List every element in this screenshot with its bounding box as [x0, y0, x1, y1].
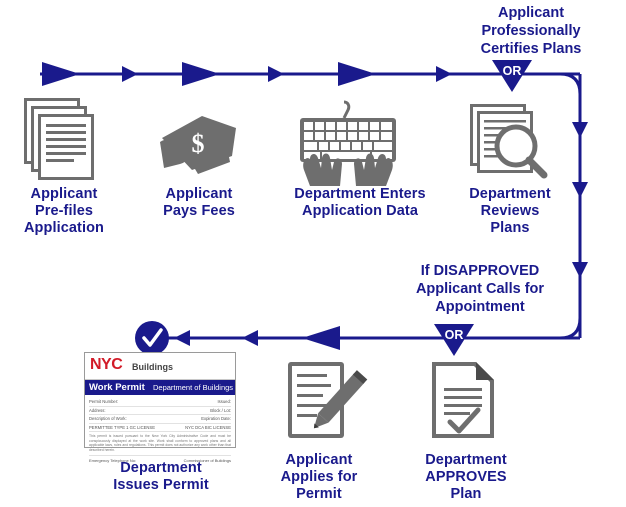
buildings-text: Buildings — [132, 362, 173, 372]
permit-signature-row: Emergency Telephone No: Commissioner of Buildings — [89, 455, 231, 464]
permit-card-header — [85, 353, 235, 380]
chevron-2 — [268, 66, 284, 82]
permit-card-title-bar — [85, 380, 235, 395]
note-certifies-plans: Applicant Professionally Certifies Plans — [480, 5, 582, 57]
permit-row: Description of Work: Expiration Date: — [89, 415, 231, 424]
or-badge-bottom: OR — [444, 328, 464, 342]
permit-card-subtitle: Department of Buildings — [153, 383, 234, 392]
chevron-down-1 — [572, 122, 588, 138]
chevron-5 — [174, 330, 190, 346]
arrow-head-2 — [182, 62, 220, 86]
permit-row: Address: Block / Lot: — [89, 407, 231, 416]
step-label-department-reviews-plans: Department Reviews Plans — [469, 186, 551, 236]
documents-stack-icon — [24, 98, 94, 180]
step-label-applicant-prefiles: Applicant Pre-files Application — [23, 186, 105, 236]
plans-magnifier-icon — [470, 104, 544, 175]
chevron-down-2 — [572, 182, 588, 198]
arrow-head-3 — [338, 62, 376, 86]
note-disapproved: If DISAPPROVED Applicant Calls for Appointment — [415, 263, 545, 315]
work-permit-card-icon — [84, 352, 236, 463]
step-label-applicant-pays-fees: Applicant Pays Fees — [163, 186, 235, 219]
arrow-head-4 — [302, 326, 340, 350]
approved-document-icon — [432, 362, 494, 438]
permit-card-body — [85, 395, 235, 467]
permit-card-title: Work Permit — [89, 382, 145, 393]
keyboard-hands-icon — [300, 102, 396, 186]
form-pencil-icon — [288, 362, 367, 438]
step-label-department-enters-data: Department Enters Application Data — [294, 186, 426, 219]
permit-fine-print: This permit is issued pursuant to the New York City Administrative Code and must be conspicuously displayed at the work site. Work shall conform to approved plans and all applicable laws, rules and regulations. This permit does not authorize any work other than that described herein. — [89, 434, 231, 452]
step-label-department-approves-plan: Department APPROVES Plan — [425, 452, 507, 502]
check-circle — [135, 321, 169, 355]
nyc-logo: NYC — [90, 356, 123, 373]
money-hand-icon — [160, 116, 236, 174]
chevron-3 — [436, 66, 452, 82]
step-label-department-issues-permit: Department Issues Permit — [113, 460, 209, 493]
permit-row: PERMITTEE TYPE 1 GC LICENSE NYC DCA BIC LICENSE — [89, 424, 231, 433]
or-badge-top: OR — [502, 64, 522, 78]
arrow-head-1 — [42, 62, 80, 86]
permit-row: Permit Number: Issued: — [89, 398, 231, 407]
chevron-1 — [122, 66, 138, 82]
step-label-applicant-applies-for-permit: Applicant Applies for Permit — [280, 452, 358, 502]
svg-text:$: $ — [191, 129, 205, 158]
chevron-4 — [242, 330, 258, 346]
